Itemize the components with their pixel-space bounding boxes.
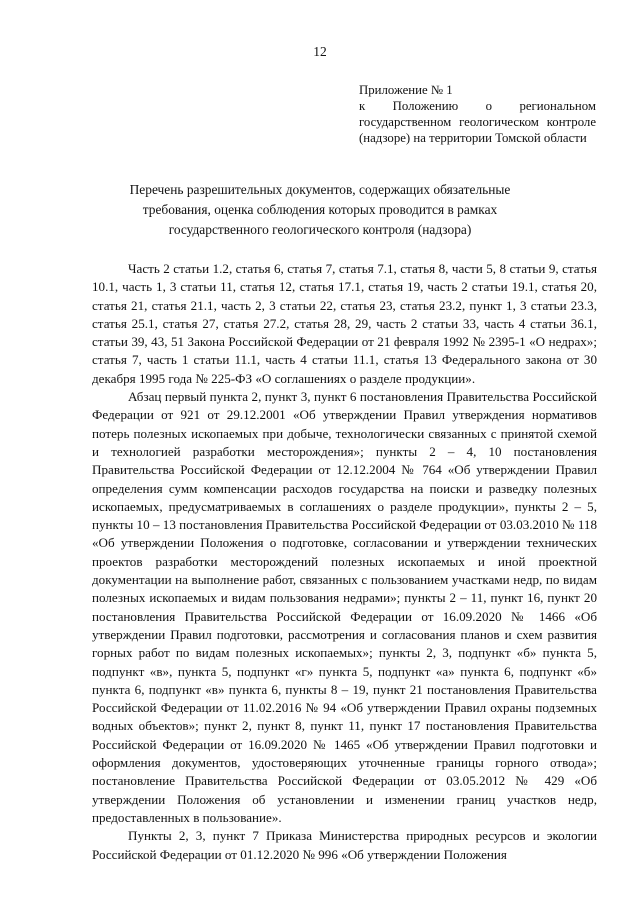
appendix-line-4: (надзоре) на территории Томской области [359, 131, 587, 145]
title-line-1: Перечень разрешительных документов, содержащих обязательные [129, 182, 511, 197]
appendix-line-1: Приложение № 1 [359, 83, 453, 97]
paragraph-3: Пункты 2, 3, пункт 7 Приказа Министерства природных ресурсов и экологии Российской Федерации от 01.12.2020 № 996 «Об утверждении Положения [92, 828, 597, 862]
document-body [92, 260, 597, 864]
appendix-line-3: государственном геологическом контроле [359, 115, 596, 129]
page-number: 12 [313, 44, 327, 59]
appendix-line-2: к Положению о региональном [359, 99, 596, 113]
title-line-2: требования, оценка соблюдения которых проводится в рамках [142, 202, 498, 217]
title-line-3: государственного геологического контроля (надзора) [168, 222, 472, 237]
document-title [110, 180, 530, 240]
paragraph-2: Абзац первый пункта 2, пункт 3, пункт 6 постановления Правительства Российской Федерации от 921 от 29.12.2001 «Об утверждении Правил утверждения нормативов потерь полезных ископаемых при добыче, технологически связанных с принятой схемой и технологией разработки месторождения»; пункты 2 – 4, 10 постановления Правительства Российской Федерации от 12.12.2004 № 764 «Об утверждении Правил определения сумм компенсации расходов государства на поиски и разведку полезных ископаемых, предусматриваемых в соглашениях о разделе продукции», пункты 2 – 5, пункты 10 – 13 постановления Правительства Российской Федерации от 03.03.2010 № 118 «Об утверждении Положения о подготовке, согласовании и утверждении технических проектов разработки месторождений полезных ископаемых и иной проектной документации на выполнение работ, связанных с пользованием участками недр, по видам полезных ископаемых и видам пользования недрами»; пункты 2 – 11, пункт 16, пункт 20 постановления Правительства Российской Федерации от 16.09.2020 № 1466 «Об утверждении Правил подготовки, рассмотрения и согласования планов и схем развития горных работ по видам полезных ископаемых»; пункты 2, 3, подпункт «б» пункта 5, подпункт «в», пункта 5, подпункт «г» пункта 5, подпункт «а» пункта 6, подпункт «б» пункта 6, подпункт «в» пункта 6, пункты 8 – 19, пункт 21 постановления Правительства Российской Федерации от 11.02.2016 № 94 «Об утверждении Правил охраны подземных водных объектов»; пункт 2, пункт 8, пункт 11, пункт 17 постановления Правительства Российской Федерации от 16.09.2020 № 1465 «Об утверждении Правил подготовки и оформления документов, удостоверяющих уточненные границы горного отвода»; постановление Правительства Российской Федерации от 03.05.2012 № 429 «Об утверждении Положения об установлении и изменении границ участков недр, предоставленных в пользование». [92, 389, 597, 825]
paragraph-1: Часть 2 статьи 1.2, статья 6, статья 7, статья 7.1, статья 8, части 5, 8 статьи 9, статья 10.1, часть 1, 3 статьи 11, статья 12, статья 17.1, статья 19, часть 2 статьи 19.1, статья 20, статья 21, статья 21.1, часть 2, 3 статьи 22, статья 23, статья 23.2, пункт 1, 3 статьи 23.3, статья 25.1, статья 27, статья 27.2, статья 28, 29, часть 2 статьи 33, часть 4 статьи 36.1, статьи 39, 43, 51 Закона Российской Федерации от 21 февраля 1992 № 2395-1 «О недрах»; статья 7, часть 1 статьи 11.1, часть 4 статьи 11.1, статья 13 Федерального закона от 30 декабря 1995 года № 225-ФЗ «О соглашениях о разделе продукции». [92, 261, 597, 386]
appendix-header [359, 82, 596, 146]
